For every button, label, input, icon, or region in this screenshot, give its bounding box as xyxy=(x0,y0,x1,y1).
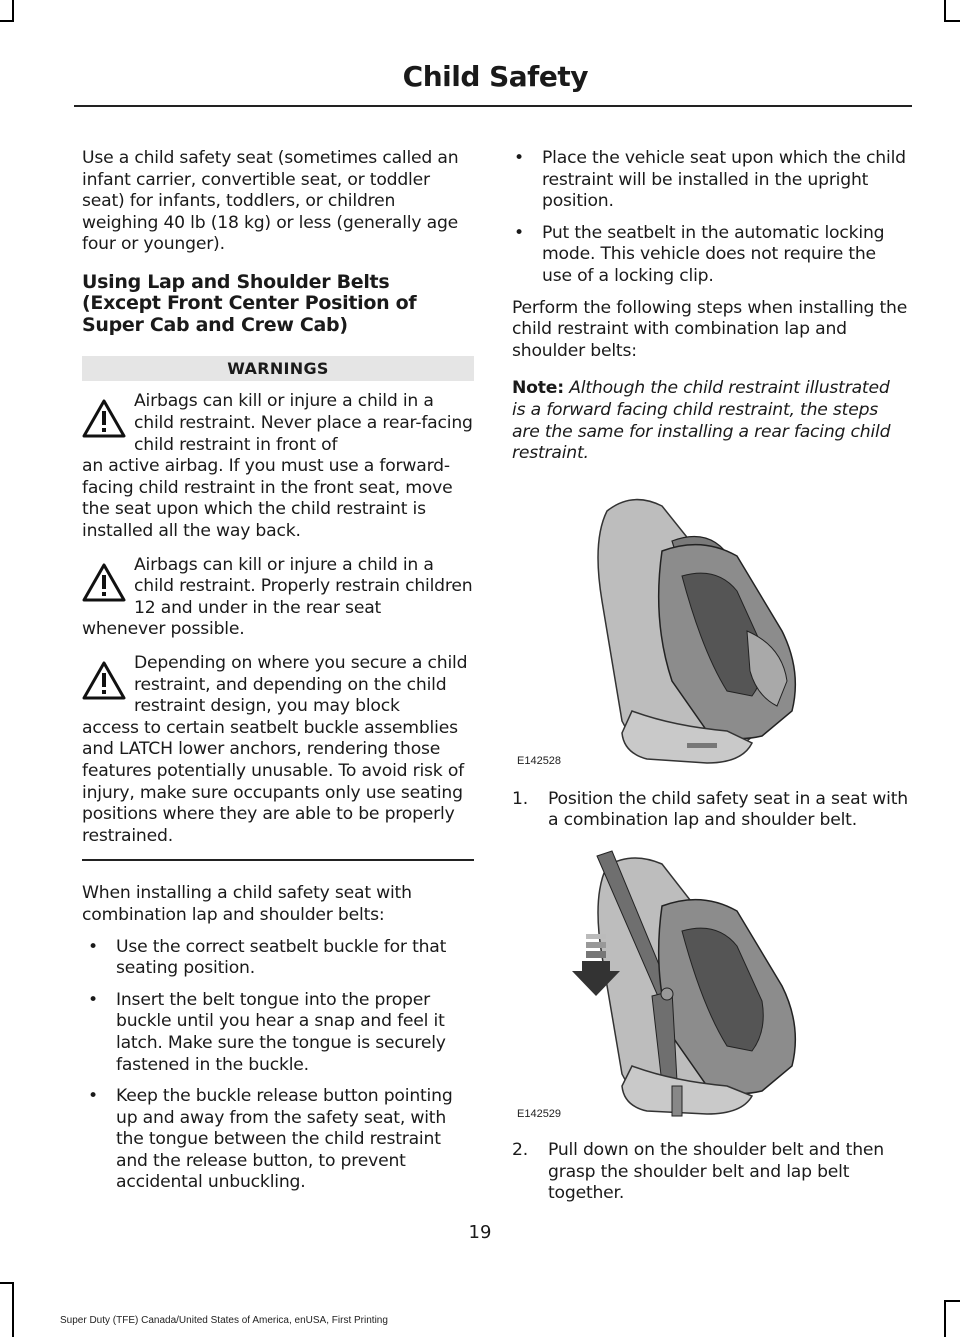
steps-list xyxy=(512,789,908,832)
warning-text-rest: whenever possible. xyxy=(82,619,245,640)
step-text: Position the child safety seat in a seat with a combination lap and shoulder belt. xyxy=(548,788,908,831)
left-column xyxy=(82,148,474,1204)
bullet-icon: • xyxy=(514,222,524,243)
installing-intro: When installing a child safety seat with combination lap and shoulder belts: xyxy=(82,883,412,925)
warning-text-rest: access to certain seatbelt buckle assemblies and LATCH lower anchors, rendering those features potentially unusable. To avoid risk of injury, make sure occupants only use seating positions where they are able to be properly restrained. xyxy=(82,717,464,846)
list-item: • Put the seatbelt in the automatic locking mode. This vehicle does not require the use of a locking clip. xyxy=(514,222,885,286)
child-seat-illustration xyxy=(512,481,908,773)
step-text: Pull down on the shoulder belt and then grasp the shoulder belt and lap belt together. xyxy=(548,1139,884,1204)
figure-label: E142529 xyxy=(517,1107,562,1120)
page-header-title: Child Safety xyxy=(402,60,588,93)
warning-item xyxy=(82,653,474,847)
right-bullet-list xyxy=(508,148,908,288)
step-number: 2. xyxy=(512,1139,528,1160)
figure-label: E142528 xyxy=(517,754,562,767)
crop-mark-top-left-h xyxy=(0,20,14,22)
step-item xyxy=(512,1140,908,1205)
crop-mark-top-right-h xyxy=(944,20,960,22)
crop-mark-bottom-left-h xyxy=(0,1282,14,1284)
warning-text-rest: an active airbag. If you must use a forward-facing child restraint in the front seat, move the seat upon which the child restraint is installed all the way back. xyxy=(82,456,453,542)
intro-paragraph: Use a child safety seat (sometimes called an infant carrier, convertible seat, or toddler seat) for infants, toddlers, or children weighing 40 lb (18 kg) or less (generally age four or younger). xyxy=(82,148,459,255)
note-label: Note: xyxy=(512,378,564,399)
warning-triangle-icon xyxy=(82,399,126,439)
steps-list xyxy=(512,1140,908,1205)
list-item: • Place the vehicle seat upon which the child restraint will be installed in the upright position. xyxy=(514,148,906,212)
warnings-title: WARNINGS xyxy=(82,356,474,381)
crop-mark-bottom-left-v xyxy=(12,1282,14,1337)
step-number: 1. xyxy=(512,788,528,809)
warning-text-first: Airbags can kill or injure a child in a child restraint. Never place a rear-facing child restraint in front of xyxy=(134,391,473,455)
warning-item xyxy=(82,555,474,641)
section-heading: Using Lap and Shoulder Belts (Except Front Center Position of Super Cab and Crew Cab) xyxy=(82,270,417,336)
child-seat-belt-illustration xyxy=(512,846,908,1126)
note-paragraph xyxy=(512,378,908,464)
warning-text-first: Depending on where you secure a child restraint, and depending on the child restraint design, you may block xyxy=(134,653,468,717)
step-item xyxy=(512,789,908,832)
list-item: • Use the correct seatbelt buckle for that seating position. xyxy=(88,936,447,979)
crop-mark-bottom-right-v xyxy=(944,1300,946,1337)
steps-intro: Perform the following steps when installing the child restraint with combination lap and shoulder belts: xyxy=(512,297,908,361)
list-item: • Keep the buckle release button pointing up and away from the safety seat, with the tongue between the child restraint and the release button, to prevent accidental unbuckling. xyxy=(88,1086,453,1193)
crop-mark-top-right-v xyxy=(944,0,946,22)
warning-text-first: Airbags can kill or injure a child in a child restraint. Properly restrain children 12 and under in the rear seat xyxy=(134,554,473,618)
right-column xyxy=(512,148,908,1205)
header-rule xyxy=(74,105,912,107)
bullet-icon: • xyxy=(88,1086,98,1107)
warnings-end-rule xyxy=(82,859,474,861)
note-text: Although the child restraint illustrated is a forward facing child restraint, the steps are the same for installing a rear facing child restraint. xyxy=(512,378,891,464)
warning-triangle-icon xyxy=(82,563,126,603)
figure-child-seat-1 xyxy=(512,481,908,773)
bullet-icon: • xyxy=(88,989,98,1010)
footer-text: Super Duty (TFE) Canada/United States of America, enUSA, First Printing xyxy=(60,1315,388,1326)
bullet-icon: • xyxy=(88,936,98,957)
page-number: 19 xyxy=(468,1222,492,1243)
crop-mark-top-left-v xyxy=(12,0,14,22)
crop-mark-bottom-right-h xyxy=(944,1300,960,1302)
warning-item xyxy=(82,391,474,542)
list-item: • Insert the belt tongue into the proper buckle until you hear a snap and feel it latch. Make sure the tongue is securely fastened in the buckle. xyxy=(88,989,446,1075)
left-bullet-list xyxy=(82,937,474,1195)
warning-triangle-icon xyxy=(82,661,126,701)
figure-child-seat-2 xyxy=(512,846,908,1126)
bullet-icon: • xyxy=(514,148,524,168)
